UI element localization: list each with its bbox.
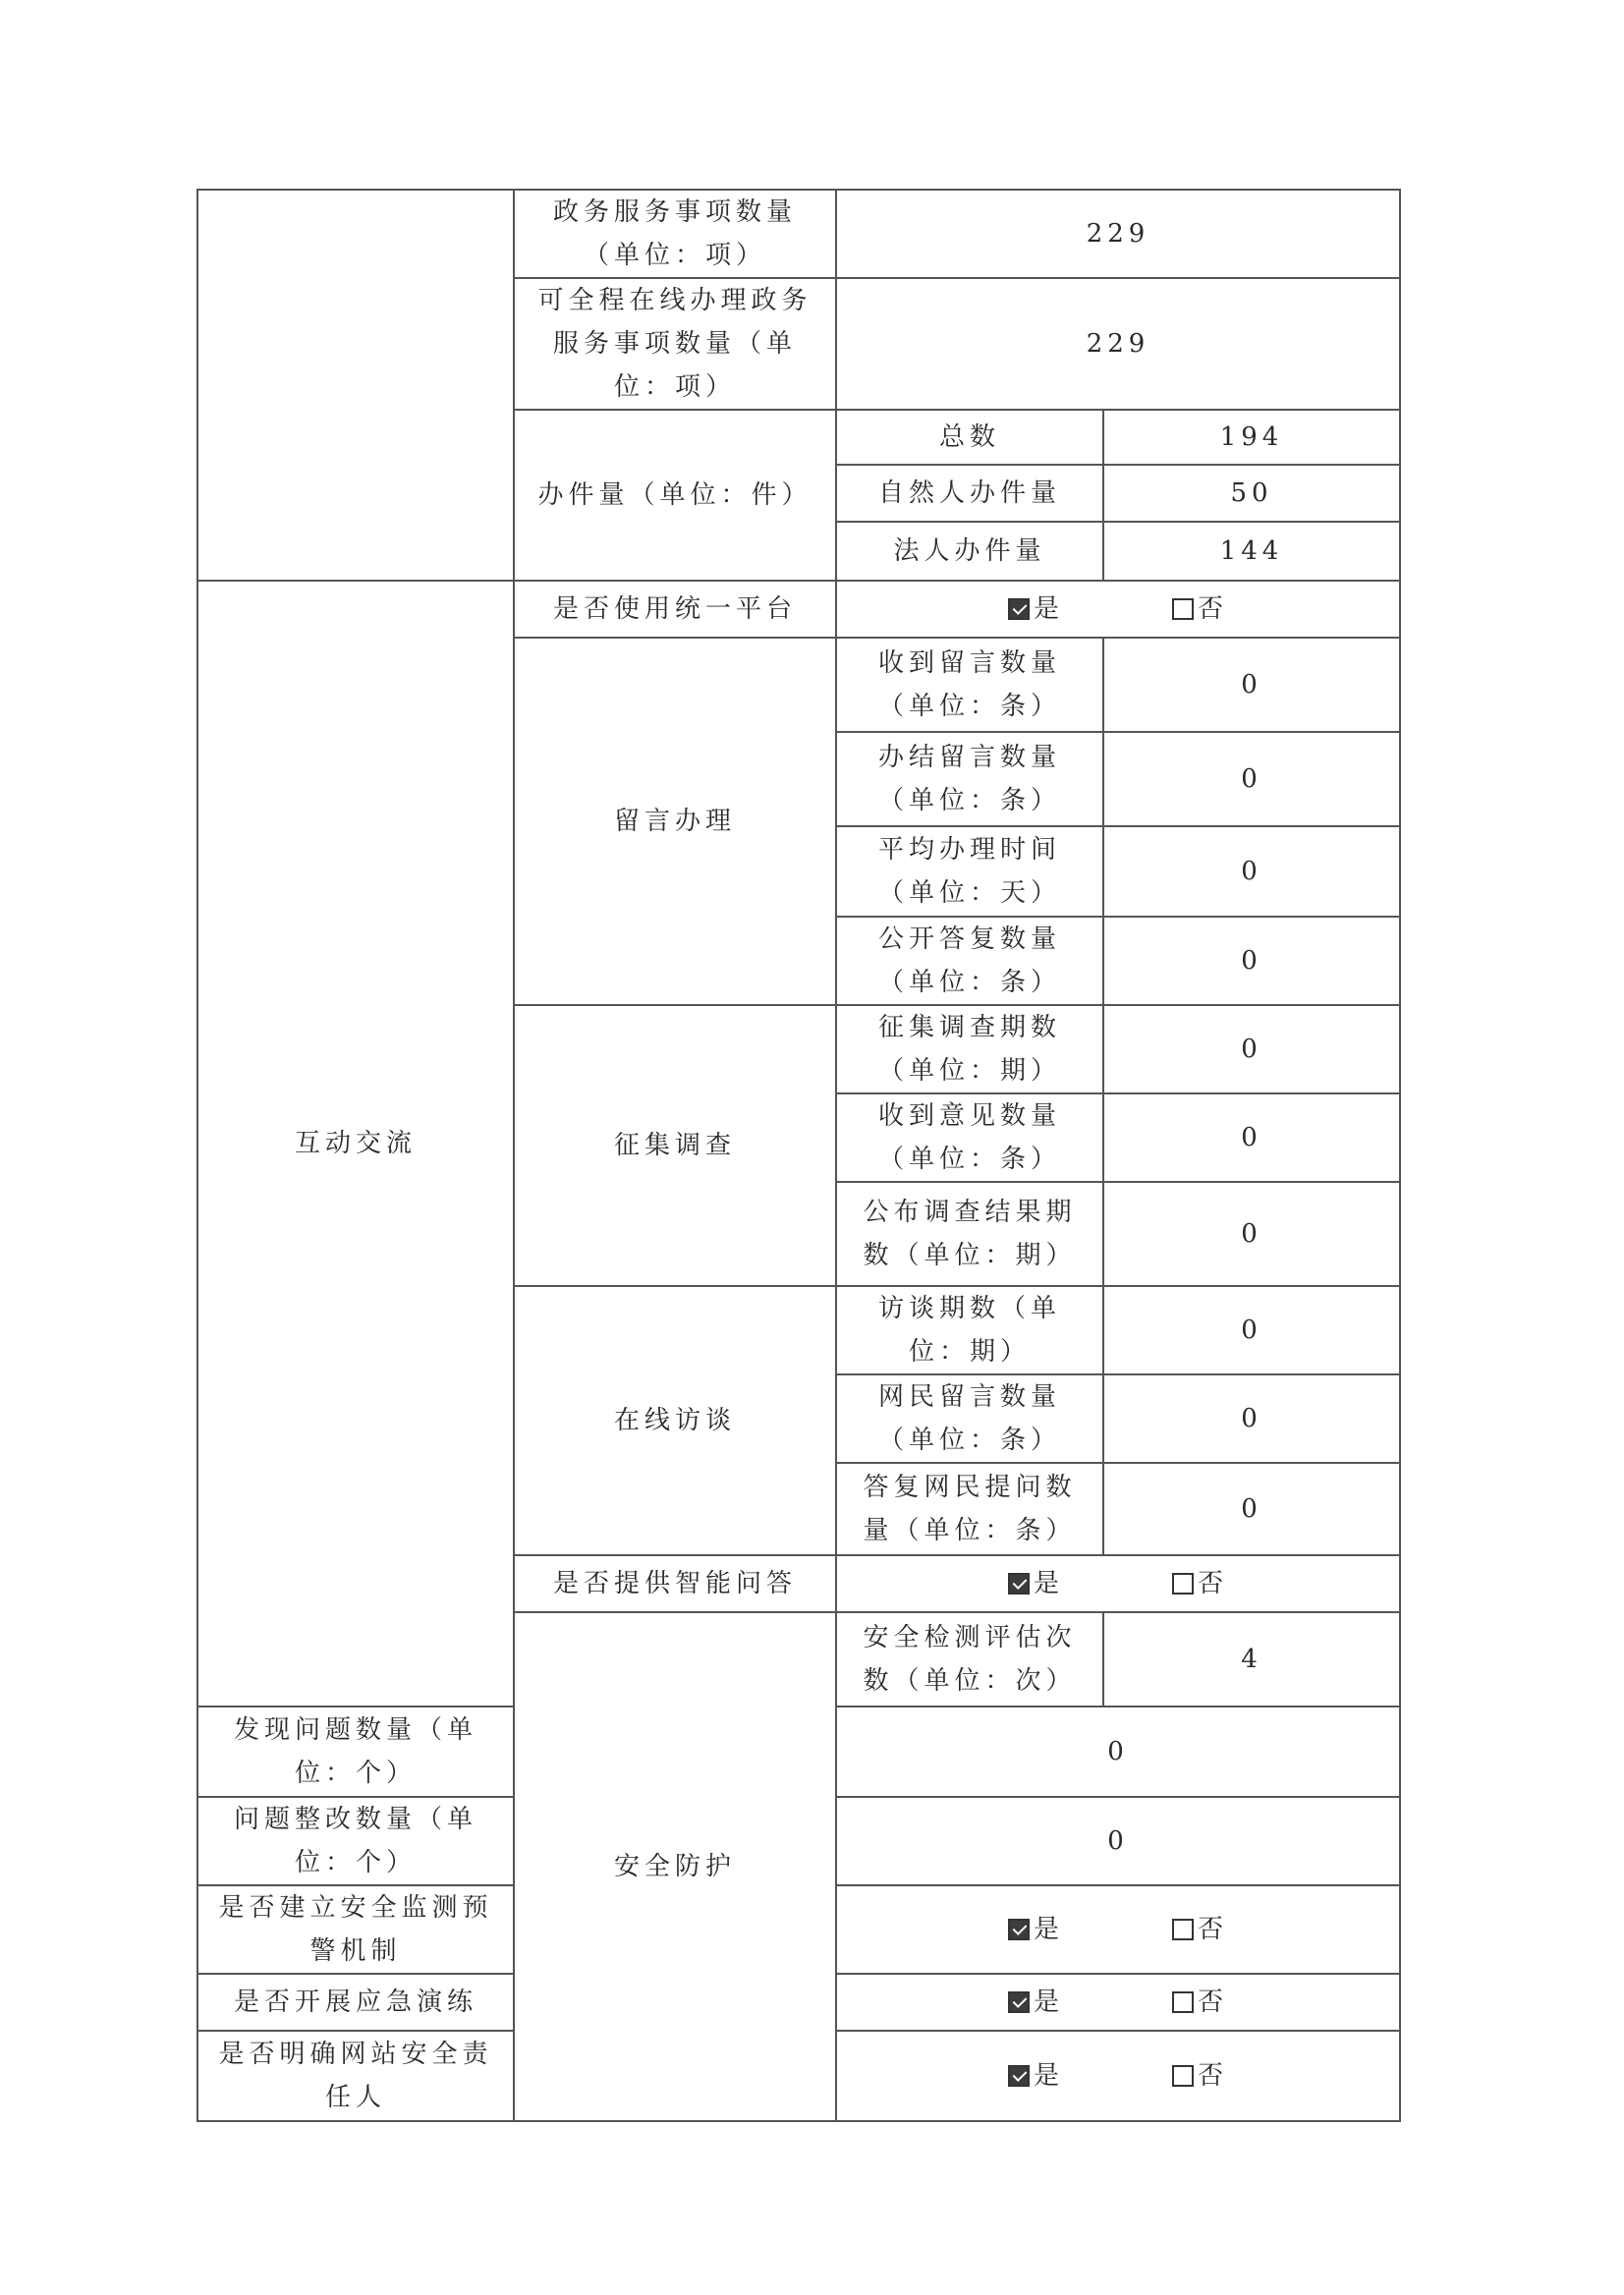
option-yes-label: 是 [1033, 594, 1064, 624]
section-label-interaction: 互动交流 [197, 581, 514, 1707]
row-value: 229 [836, 190, 1400, 278]
sub-label: 平均办理时间（单位：天） [836, 826, 1103, 917]
option-no[interactable] [1172, 1981, 1228, 2024]
yes-no-choice [836, 1555, 1400, 1612]
sub-value: 0 [1103, 638, 1400, 732]
empty-box-icon [1172, 1919, 1194, 1940]
row-label: 是否建立安全监测预警机制 [197, 1885, 514, 1974]
option-yes[interactable] [1008, 588, 1064, 631]
option-no[interactable] [1172, 588, 1228, 631]
option-no-label: 否 [1198, 1569, 1229, 1598]
sub-label: 答复网民提问数量（单位：条） [836, 1463, 1103, 1555]
row-value: 0 [836, 1797, 1400, 1885]
row-label: 是否开展应急演练 [197, 1974, 514, 2031]
row-label: 可全程在线办理政务服务事项数量（单位：项） [514, 278, 836, 410]
sub-label: 访谈期数（单位：期） [836, 1286, 1103, 1374]
option-no-label: 否 [1198, 2061, 1229, 2091]
option-yes-label: 是 [1033, 2061, 1064, 2091]
empty-box-icon [1172, 598, 1194, 620]
sub-label: 总数 [836, 410, 1103, 465]
row-value: 4 [1103, 1612, 1400, 1707]
empty-box-icon [1172, 1991, 1194, 2013]
sub-value: 0 [1103, 1463, 1400, 1555]
sub-label: 收到意见数量（单位：条） [836, 1093, 1103, 1182]
sub-label: 法人办件量 [836, 522, 1103, 581]
option-no-label: 否 [1198, 1987, 1229, 2017]
row-label: 政务服务事项数量（单位：项） [514, 190, 836, 278]
yes-no-choice [836, 2031, 1400, 2121]
option-yes[interactable] [1008, 1908, 1064, 1951]
sub-label: 公开答复数量（单位：条） [836, 917, 1103, 1005]
sub-value: 194 [1103, 410, 1400, 465]
row-label: 是否提供智能问答 [514, 1555, 836, 1612]
row-label: 安全检测评估次数（单位：次） [836, 1612, 1103, 1707]
statistics-table [196, 189, 1401, 2122]
group-label: 留言办理 [514, 638, 836, 1005]
row-value: 229 [836, 278, 1400, 410]
yes-no-choice [836, 581, 1400, 638]
empty-box-icon [1172, 1573, 1194, 1595]
option-yes[interactable] [1008, 1562, 1064, 1605]
option-yes-label: 是 [1033, 1569, 1064, 1598]
group-label: 在线访谈 [514, 1286, 836, 1555]
option-no[interactable] [1172, 2054, 1228, 2098]
checked-box-icon [1008, 598, 1030, 620]
table-row [197, 190, 1400, 278]
checked-box-icon [1008, 1919, 1030, 1940]
sub-label: 征集调查期数（单位：期） [836, 1005, 1103, 1093]
sub-value: 0 [1103, 1374, 1400, 1463]
sub-label: 办结留言数量（单位：条） [836, 732, 1103, 826]
row-label: 是否明确网站安全责任人 [197, 2031, 514, 2121]
group-label: 办件量（单位：件） [514, 410, 836, 581]
sub-label: 公布调查结果期数（单位：期） [836, 1182, 1103, 1286]
sub-label: 自然人办件量 [836, 465, 1103, 522]
row-label: 是否使用统一平台 [514, 581, 836, 638]
yes-no-choice [836, 1885, 1400, 1974]
sub-value: 0 [1103, 1093, 1400, 1182]
option-yes[interactable] [1008, 2054, 1064, 2098]
option-no-label: 否 [1198, 594, 1229, 624]
option-yes[interactable] [1008, 1981, 1064, 2024]
sub-label: 网民留言数量（单位：条） [836, 1374, 1103, 1463]
sub-value: 50 [1103, 465, 1400, 522]
sub-value: 0 [1103, 1286, 1400, 1374]
sub-value: 0 [1103, 1182, 1400, 1286]
sub-value: 0 [1103, 732, 1400, 826]
empty-box-icon [1172, 2065, 1194, 2087]
option-yes-label: 是 [1033, 1915, 1064, 1944]
group-label: 征集调查 [514, 1005, 836, 1286]
section-cell-blank [197, 190, 514, 581]
table-row [197, 581, 1400, 638]
sub-value: 0 [1103, 1005, 1400, 1093]
option-no[interactable] [1172, 1908, 1228, 1951]
checked-box-icon [1008, 2065, 1030, 2087]
yes-no-choice [836, 1974, 1400, 2031]
checked-box-icon [1008, 1991, 1030, 2013]
row-label: 发现问题数量（单位：个） [197, 1707, 514, 1797]
sub-value: 0 [1103, 826, 1400, 917]
checked-box-icon [1008, 1573, 1030, 1595]
option-no-label: 否 [1198, 1915, 1229, 1944]
option-yes-label: 是 [1033, 1987, 1064, 2017]
sub-value: 144 [1103, 522, 1400, 581]
sub-value: 0 [1103, 917, 1400, 1005]
option-no[interactable] [1172, 1562, 1228, 1605]
sub-label: 收到留言数量（单位：条） [836, 638, 1103, 732]
section-label-security: 安全防护 [514, 1612, 836, 2121]
row-value: 0 [836, 1707, 1400, 1797]
row-label: 问题整改数量（单位：个） [197, 1797, 514, 1885]
